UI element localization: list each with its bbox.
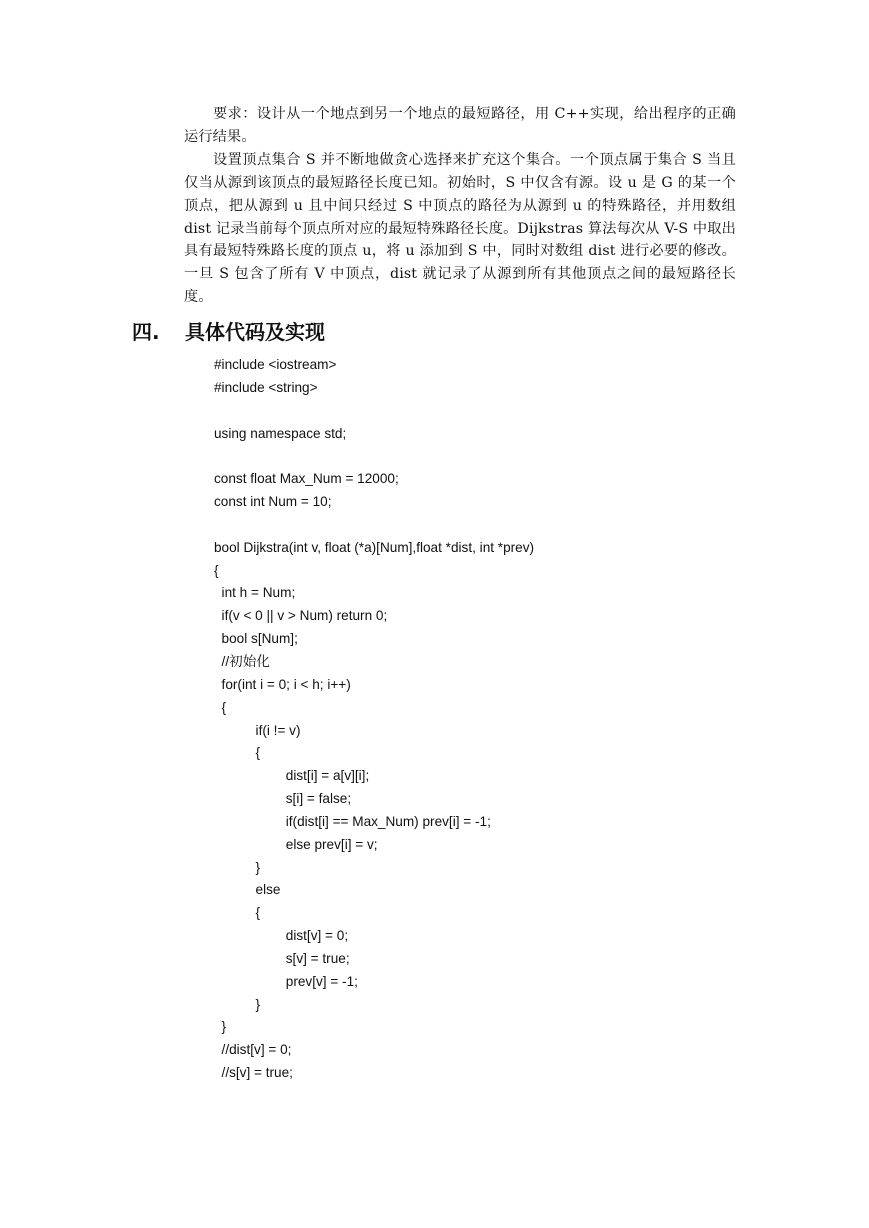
- code-line: if(v < 0 || v > Num) return 0;: [214, 608, 388, 624]
- code-line: {: [214, 562, 219, 578]
- code-line: const float Max_Num = 12000;: [214, 471, 399, 487]
- section-heading: [132, 318, 325, 346]
- requirement-paragraph: 要求：设计从一个地点到另一个地点的最短路径，用 C++实现，给出程序的正确运行结果。: [184, 106, 736, 145]
- code-line: dist[i] = a[v][i];: [214, 768, 370, 784]
- code-line: [214, 400, 534, 423]
- code-line: bool Dijkstra(int v, float (*a)[Num],float *dist, int *prev): [214, 539, 535, 555]
- code-line: }: [214, 1019, 227, 1035]
- code-line: }: [214, 859, 261, 875]
- section-number: 四.: [132, 320, 160, 344]
- code-line: //初始化: [214, 653, 270, 669]
- code-line: bool s[Num];: [214, 631, 298, 647]
- code-line: s[i] = false;: [214, 791, 352, 807]
- code-line: {: [214, 699, 227, 715]
- code-line: {: [214, 745, 261, 761]
- code-line: for(int i = 0; i < h; i++): [214, 676, 351, 692]
- section-title: 具体代码及实现: [185, 320, 325, 344]
- code-line: #include <iostream>: [214, 357, 337, 372]
- code-line: {: [214, 905, 261, 921]
- intro-block: [184, 103, 736, 309]
- code-line: else prev[i] = v;: [214, 836, 378, 852]
- code-line: [214, 514, 534, 537]
- code-line: prev[v] = -1;: [214, 973, 358, 989]
- code-line: using namespace std;: [214, 425, 347, 441]
- code-line: if(dist[i] == Max_Num) prev[i] = -1;: [214, 813, 491, 829]
- code-line: s[v] = true;: [214, 950, 350, 966]
- code-line: int h = Num;: [214, 585, 296, 601]
- code-line: [214, 445, 534, 468]
- code-line: if(i != v): [214, 722, 301, 738]
- code-line: #include <string>: [214, 379, 318, 395]
- code-line: const int Num = 10;: [214, 494, 332, 510]
- code-line: dist[v] = 0;: [214, 928, 349, 944]
- code-line: else: [214, 882, 281, 898]
- code-block: [214, 354, 534, 1085]
- code-line: //dist[v] = 0;: [214, 1042, 292, 1058]
- description-paragraph: 设置顶点集合 S 并不断地做贪心选择来扩充这个集合。一个顶点属于集合 S 当且仅当从源到该顶点的最短路径长度已知。初始时，S 中仅含有源。设 u 是 G 的某一个顶点，把从源到 u 且中间只经过 S 中顶点的路径为从源到 u 的特殊路径，并用数组 dist 记录当前每个顶点所对应的最短特殊路径长度。Dijkstras 算法每次从 V-S 中取出具有最短特殊路长度的顶点 u，将 u 添加到 S 中，同时对数组 dist 进行必要的修改。一旦 S 包含了所有 V 中顶点，dist 就记录了从源到所有其他顶点之间的最短路径长度。: [184, 151, 736, 306]
- code-line: //s[v] = true;: [214, 1065, 293, 1081]
- code-line: }: [214, 996, 261, 1012]
